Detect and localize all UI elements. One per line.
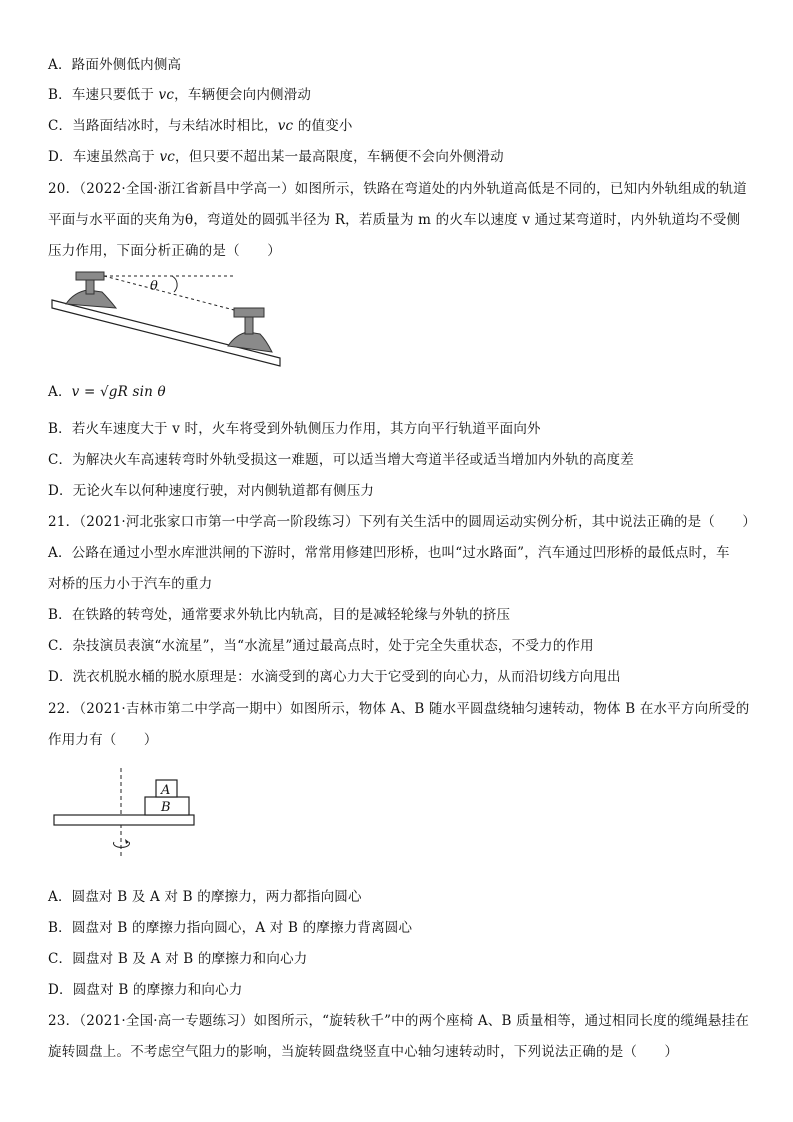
option-letter: A．: [48, 57, 72, 73]
option-text: ，但只要不超出某一最高限度，车辆便不会向外侧滑动: [175, 149, 504, 165]
option-text: 当路面结冰时，与未结冰时相比，: [72, 118, 278, 134]
block-a-label: A: [161, 783, 171, 798]
option-text: 车速虽然高于: [72, 149, 160, 165]
turntable-figure: [50, 768, 200, 860]
q20-option-c[interactable]: C．为解决火车高速转弯时外轨受损这一难题，可以适当增大弯道半径或适当增加内外轨的高度差: [48, 452, 634, 468]
q19-option-a[interactable]: [48, 56, 181, 74]
q20-option-a[interactable]: [48, 383, 166, 401]
q21-option-c[interactable]: C．杂技演员表演“水流星”，当“水流星”通过最高点时，处于完全失重状态，不受力的作用: [48, 638, 594, 654]
q21-option-a-line2[interactable]: 对桥的压力小于汽车的重力: [48, 576, 213, 592]
rail-track-figure: [44, 266, 284, 372]
formula: v = √gR sin θ: [71, 384, 166, 400]
right-rail: [228, 308, 272, 352]
angle-arc: [172, 276, 177, 292]
q20-stem-line2: 平面与水平面的夹角为θ，弯道处的圆弧半径为 R，若质量为 m 的火车以速度 v 通过某弯道时，内外轨道均不受侧: [48, 212, 741, 228]
q22-option-b[interactable]: B．圆盘对 B 的摩擦力指向圆心，A 对 B 的摩擦力背离圆心: [48, 920, 413, 936]
q19-option-b[interactable]: [48, 86, 311, 104]
q21-option-d[interactable]: D．洗衣机脱水桶的脱水原理是：水滴受到的离心力大于它受到的向心力，从而沿切线方向甩出: [48, 669, 621, 685]
q22-stem-line2: 作用力有（ ）: [48, 732, 158, 748]
left-rail: [66, 272, 116, 308]
slope-dashed-line: [104, 276, 234, 310]
block-b-label: B: [161, 800, 171, 815]
option-letter: B．: [48, 87, 72, 103]
option-text: 车速只要低于: [71, 87, 159, 103]
option-text: ，车辆便会向内侧滑动: [174, 87, 312, 103]
q22-option-a[interactable]: A．圆盘对 B 及 A 对 B 的摩擦力，两力都指向圆心: [48, 889, 362, 905]
q22-stem-line1: 22．（2021·吉林市第二中学高一期中）如图所示，物体 A、B 随水平圆盘绕轴匀速转动，物体 B 在水平方向所受的: [48, 701, 750, 717]
q23-stem-line1: 23．（2021·全国·高一专题练习）如图所示，“旋转秋千”中的两个座椅 A、B 质量相等，通过相同长度的缆绳悬挂在: [48, 1013, 750, 1029]
q22-option-c[interactable]: C．圆盘对 B 及 A 对 B 的摩擦力和向心力: [48, 951, 308, 967]
q20-stem-line1: 20．（2022·全国·浙江省新昌中学高一）如图所示，铁路在弯道处的内外轨道高低是不同的，已知内外轨组成的轨道: [48, 181, 747, 197]
option-text: 路面外侧低内侧高: [71, 57, 182, 73]
q21-option-b[interactable]: B．在铁路的转弯处，通常要求外轨比内轨高，目的是减轻轮缘与外轨的挤压: [48, 607, 511, 623]
theta-label: θ: [150, 279, 158, 294]
rotation-arrowhead: [125, 839, 129, 844]
variable-vc: vc: [159, 149, 176, 165]
option-letter: C．: [48, 118, 73, 134]
option-letter: A．: [48, 384, 72, 400]
option-letter: D．: [48, 149, 73, 165]
q19-option-d[interactable]: [48, 148, 504, 166]
q21-stem: 21．（2021·河北张家口市第一中学高一阶段练习）下列有关生活中的圆周运动实例分析，其中说法正确的是（ ）: [48, 514, 757, 530]
variable-vc: vc: [277, 118, 294, 134]
option-text: 的值变小: [293, 118, 353, 134]
q20-stem-line3: 压力作用，下面分析正确的是（ ）: [48, 243, 281, 259]
q19-option-c[interactable]: [48, 117, 353, 135]
q20-option-d[interactable]: D．无论火车以何种速度行驶，对内侧轨道都有侧压力: [48, 483, 375, 499]
turntable-disk: [54, 815, 194, 825]
q22-option-d[interactable]: D．圆盘对 B 的摩擦力和向心力: [48, 982, 243, 998]
variable-vc: vc: [158, 87, 175, 103]
q23-stem-line2: 旋转圆盘上。不考虑空气阻力的影响，当旋转圆盘绕竖直中心轴匀速转动时，下列说法正确的是（ ）: [48, 1044, 679, 1060]
q21-option-a-line1[interactable]: A．公路在通过小型水库泄洪闸的下游时，常常用修建凹形桥，也叫“过水路面”，汽车通过凹形桥的最低点时，车: [48, 545, 730, 561]
q20-option-b[interactable]: B．若火车速度大于 v 时，火车将受到外轨侧压力作用，其方向平行轨道平面向外: [48, 421, 541, 437]
